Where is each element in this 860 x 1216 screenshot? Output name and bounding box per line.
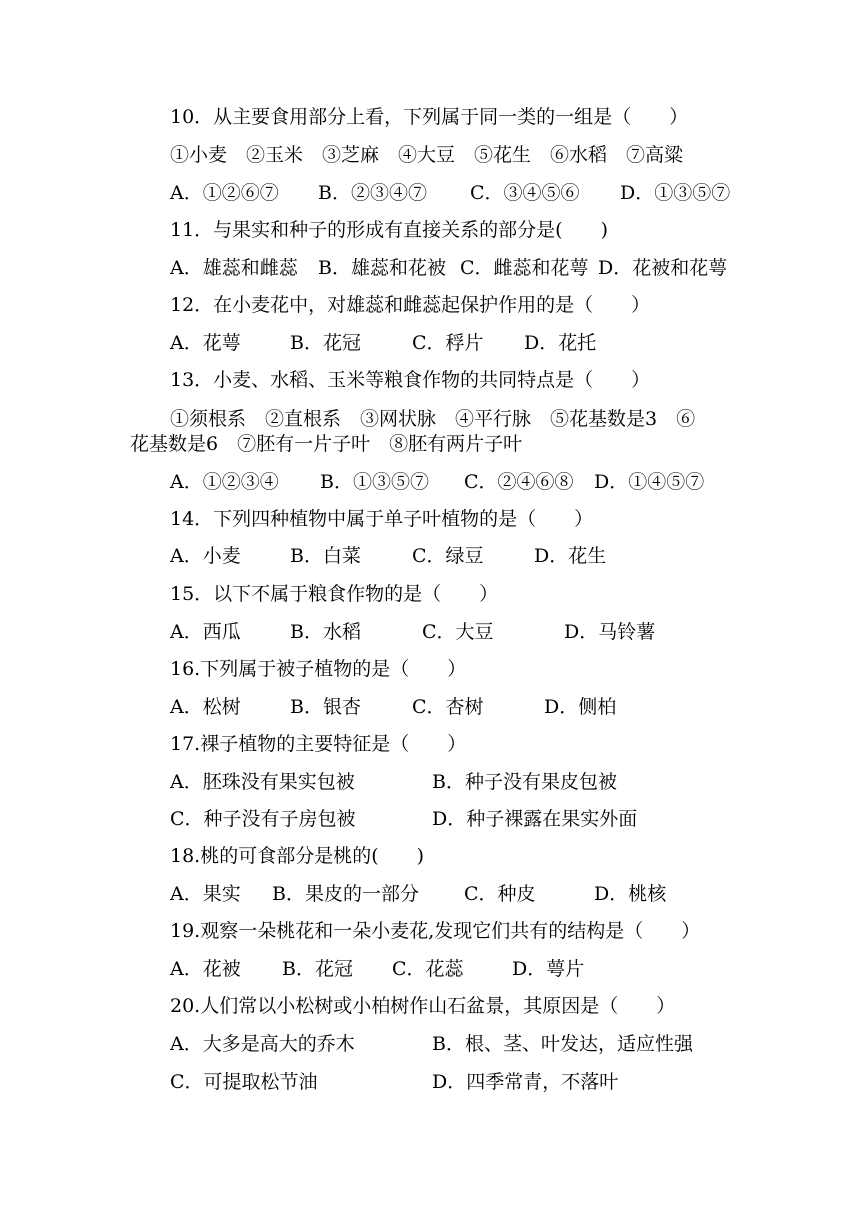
- question-19-option-c: C．花蕊: [392, 958, 464, 980]
- question-16-stem: 16.下列属于被子植物的是（ ）: [170, 658, 467, 680]
- question-10-option-c: C．③④⑤⑥: [470, 182, 580, 204]
- question-10-option-d: D．①③⑤⑦: [620, 182, 731, 204]
- question-13-stem: 13．小麦、水稻、玉米等粮食作物的共同特点是（ ）: [170, 369, 651, 391]
- question-13-option-d: D．①④⑤⑦: [594, 471, 705, 493]
- question-12-option-d: D．花托: [524, 332, 597, 354]
- question-12-stem: 12．在小麦花中，对雄蕊和雌蕊起保护作用的是（ ）: [170, 294, 651, 316]
- question-17-option-c: C．种子没有子房包被: [170, 808, 356, 830]
- question-13-items-line2: 花基数是6 ⑦胚有一片子叶 ⑧胚有两片子叶: [130, 433, 523, 455]
- question-18-option-a: A．果实: [170, 883, 241, 905]
- question-10-option-a: A．①②⑥⑦: [170, 182, 279, 204]
- question-14-option-d: D．花生: [534, 545, 607, 567]
- question-14-stem: 14．下列四种植物中属于单子叶植物的是（ ）: [170, 508, 594, 530]
- question-13-items-line1: ①须根系 ②直根系 ③网状脉 ④平行脉 ⑤花基数是3 ⑥: [170, 408, 696, 430]
- question-10-items: ①小麦 ②玉米 ③芝麻 ④大豆 ⑤花生 ⑥水稻 ⑦高粱: [170, 144, 684, 166]
- question-15-option-b: B．水稻: [290, 621, 361, 643]
- question-12-option-a: A．花萼: [170, 332, 241, 354]
- question-15-option-d: D．马铃薯: [564, 621, 656, 643]
- question-16-option-b: B．银杏: [290, 696, 361, 718]
- question-12-option-c: C．稃片: [412, 332, 484, 354]
- question-15-option-a: A．西瓜: [170, 621, 241, 643]
- question-20-stem: 20.人们常以小松树或小柏树作山石盆景，其原因是（ ）: [170, 995, 676, 1017]
- question-10-stem: 10．从主要食用部分上看，下列属于同一类的一组是（ ）: [170, 106, 689, 128]
- question-18-option-c: C．种皮: [464, 883, 536, 905]
- question-15-stem: 15．以下不属于粮食作物的是（ ）: [170, 583, 499, 605]
- question-16-option-a: A．松树: [170, 696, 241, 718]
- question-17-option-d: D．种子裸露在果实外面: [432, 808, 638, 830]
- question-18-option-b: B．果皮的一部分: [272, 883, 419, 905]
- question-13-option-a: A．①②③④: [170, 471, 279, 493]
- question-16-option-c: C．杏树: [412, 696, 484, 718]
- question-18-option-d: D．桃核: [594, 883, 667, 905]
- question-20-option-d: D．四季常青，不落叶: [432, 1071, 619, 1093]
- question-14-option-c: C．绿豆: [412, 545, 484, 567]
- question-20-option-a: A．大多是高大的乔木: [170, 1033, 355, 1055]
- question-19-option-b: B．花冠: [282, 958, 353, 980]
- question-19-option-d: D．萼片: [512, 958, 585, 980]
- question-15-option-c: C．大豆: [422, 621, 494, 643]
- question-18-stem: 18.桃的可食部分是桃的( ): [170, 845, 425, 867]
- question-16-option-d: D．侧柏: [544, 696, 617, 718]
- question-20-option-b: B．根、茎、叶发达，适应性强: [432, 1033, 693, 1055]
- question-10-option-b: B．②③④⑦: [318, 182, 427, 204]
- question-17-option-b: B．种子没有果皮包被: [432, 771, 617, 793]
- question-14-option-b: B．白菜: [290, 545, 361, 567]
- question-17-stem: 17.裸子植物的主要特征是（ ）: [170, 733, 467, 755]
- question-11-stem: 11．与果实和种子的形成有直接关系的部分是( ): [170, 219, 609, 241]
- question-11-option-b: B．雄蕊和花被: [318, 257, 446, 279]
- question-20-option-c: C．可提取松节油: [170, 1071, 318, 1093]
- question-14-option-a: A．小麦: [170, 545, 241, 567]
- question-19-option-a: A．花被: [170, 958, 241, 980]
- question-12-option-b: B．花冠: [290, 332, 361, 354]
- question-19-stem: 19.观察一朵桃花和一朵小麦花,发现它们共有的结构是（ ）: [170, 920, 701, 942]
- question-11-option-a: A．雄蕊和雌蕊: [170, 257, 298, 279]
- question-11-option-d: D．花被和花萼: [598, 257, 728, 279]
- question-11-option-c: C．雌蕊和花萼: [460, 257, 589, 279]
- question-13-option-c: C．②④⑥⑧: [464, 471, 574, 493]
- question-17-option-a: A．胚珠没有果实包被: [170, 771, 355, 793]
- question-13-option-b: B．①③⑤⑦: [320, 471, 429, 493]
